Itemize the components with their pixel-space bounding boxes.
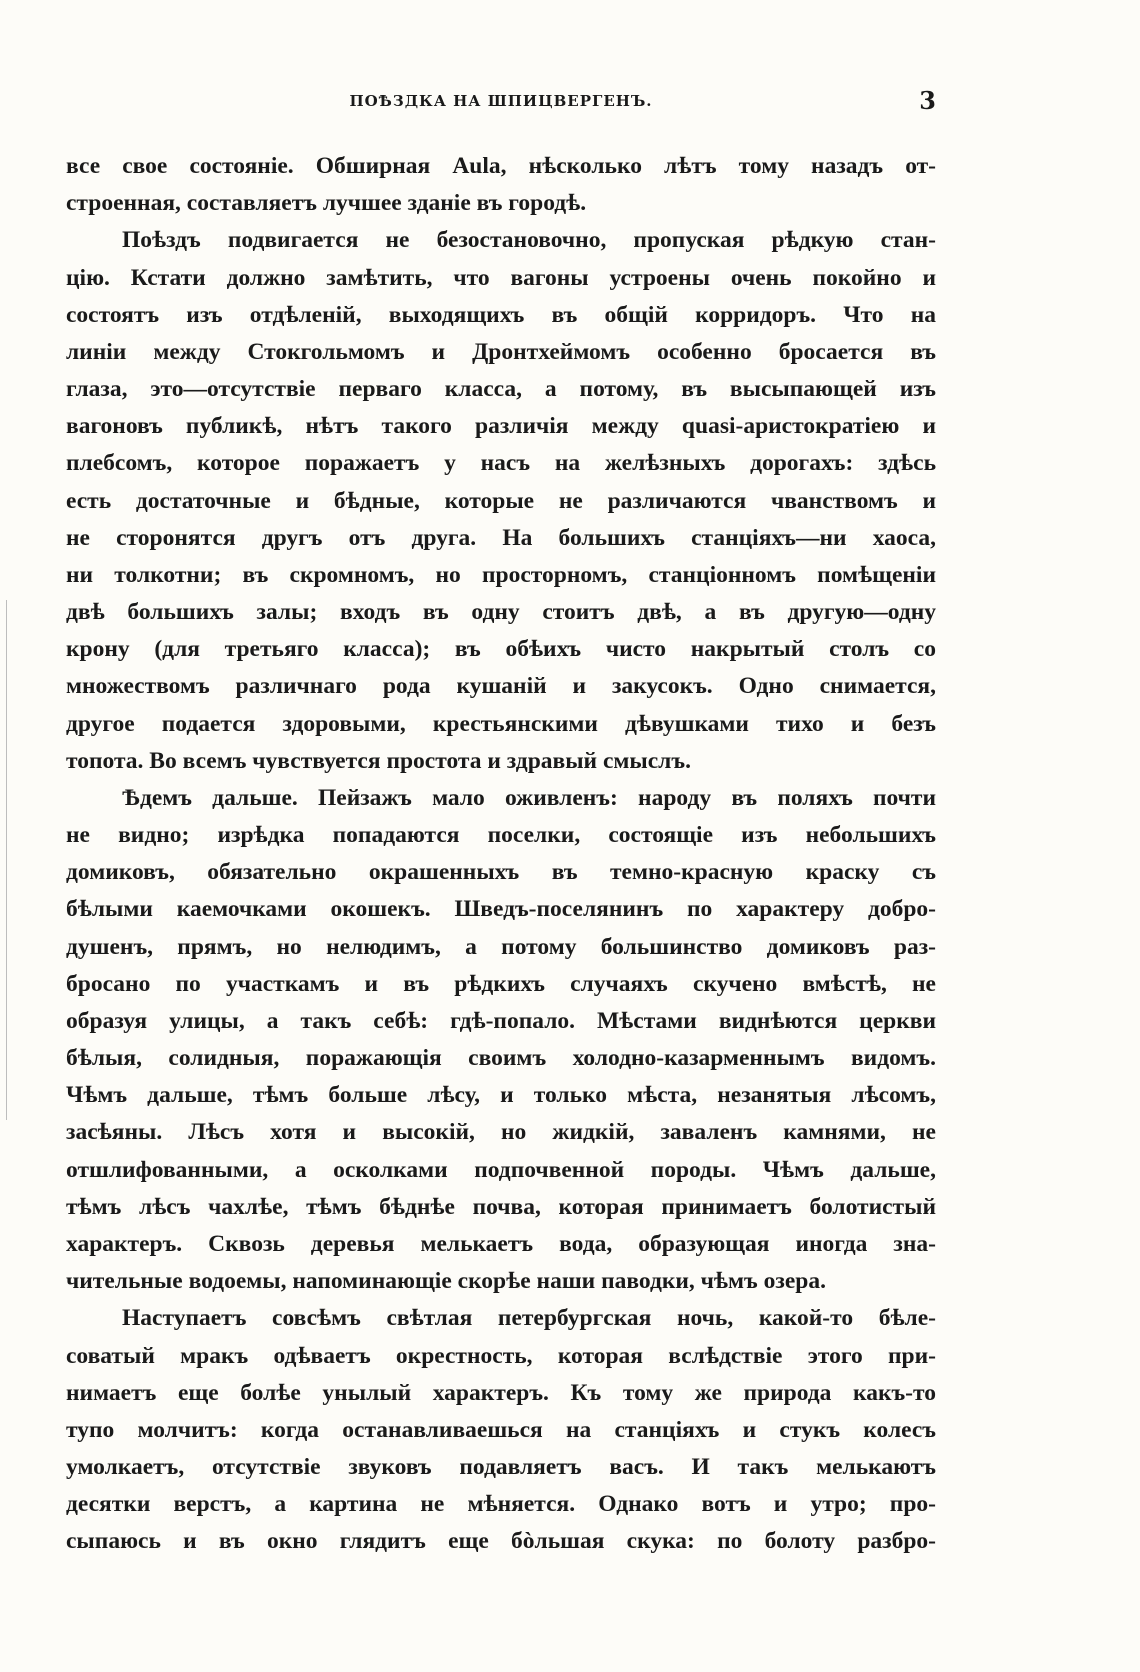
text-line: все свое состояніе. Обширная Aula, нѣсколько лѣтъ тому назадъ от- bbox=[66, 153, 936, 179]
text-line: Поѣздъ подвигается не безостановочно, пропуская рѣдкую стан- bbox=[122, 227, 936, 254]
text-line: Ѣдемъ дальше. Пейзажъ мало оживленъ: народу въ поляхъ почти bbox=[122, 784, 936, 811]
text-line: сыпаюсь и въ окно глядитъ еще бòльшая скука: по болоту разбро- bbox=[66, 1528, 936, 1555]
text-line: топота. Во всемъ чувствуется простота и здравый смыслъ. bbox=[66, 747, 691, 774]
text-line: характеръ. Сквозь деревья мелькаетъ вода, образующая иногда зна- bbox=[66, 1230, 936, 1257]
text-line: бѣлыя, солидныя, поражающія своимъ холодно-казарменнымъ видомъ. bbox=[66, 1045, 936, 1072]
text-line: не видно; изрѣдка попадаются поселки, состоящіе изъ небольшихъ bbox=[66, 822, 936, 849]
running-title: ПОѢЗДКА НА ШПИЦВЕРГЕНЪ. bbox=[349, 92, 653, 110]
page-number: 3 bbox=[919, 86, 936, 115]
text-line: цію. Кстати должно замѣтить, что вагоны устроены очень покойно и bbox=[66, 264, 936, 291]
text-line: чительные водоемы, напоминающіе скорѣе наши паводки, чѣмъ озера. bbox=[66, 1268, 826, 1295]
text-line: крону (для третьяго класса); въ обѣихъ чисто накрытый столъ со bbox=[66, 636, 936, 663]
page-header bbox=[66, 86, 936, 122]
text-line: засѣяны. Лѣсъ хотя и высокій, но жидкій, заваленъ камнями, не bbox=[66, 1119, 936, 1146]
text-line: вагоновъ публикѣ, нѣтъ такого различія между quasi-аристократіею и bbox=[66, 413, 936, 440]
text-line: соватый мракъ одѣваетъ окрестность, которая вслѣдствіе этого при- bbox=[66, 1342, 936, 1369]
text-line: линіи между Стокгольмомъ и Дронтхеймомъ особенно бросается въ bbox=[66, 338, 936, 365]
text-line: состоятъ изъ отдѣленій, выходящихъ въ общій корридоръ. Что на bbox=[66, 301, 936, 328]
text-line: строенная, составляетъ лучшее зданіе въ городѣ. bbox=[66, 190, 587, 217]
text-line: умолкаетъ, отсутствіе звуковъ подавляетъ васъ. И такъ мелькаютъ bbox=[66, 1454, 936, 1481]
text-line: десятки верстъ, а картина не мѣняется. Однако вотъ и утро; про- bbox=[66, 1491, 936, 1518]
text-line: образуя улицы, а такъ себѣ: гдѣ-попало. Мѣстами виднѣются церкви bbox=[66, 1007, 936, 1034]
page-edge-line bbox=[6, 600, 7, 1120]
text-line: тупо молчитъ: когда останавливаешься на станціяхъ и стукъ колесъ bbox=[66, 1416, 936, 1443]
text-line: другое подается здоровыми, крестьянскими дѣвушками тихо и безъ bbox=[66, 710, 936, 737]
text-line: нимаетъ еще болѣе унылый характеръ. Къ тому же природа какъ-то bbox=[66, 1379, 936, 1406]
text-line: бросано по участкамъ и въ рѣдкихъ случаяхъ скучено вмѣстѣ, не bbox=[66, 970, 936, 997]
text-line: множествомъ различнаго рода кушаній и закусокъ. Одно снимается, bbox=[66, 673, 936, 700]
text-line: плебсомъ, которое поражаетъ у насъ на желѣзныхъ дорогахъ: здѣсь bbox=[66, 450, 936, 477]
text-line: глаза, это—отсутствіе перваго класса, а потому, въ высыпающей изъ bbox=[66, 376, 936, 403]
text-line: Чѣмъ дальше, тѣмъ больше лѣсу, и только мѣста, незанятыя лѣсомъ, bbox=[66, 1082, 936, 1109]
text-line: не сторонятся другъ отъ друга. На большихъ станціяхъ—ни хаоса, bbox=[66, 524, 936, 551]
text-line: бѣлыми каемочками окошекъ. Шведъ-поселянинъ по характеру добро- bbox=[66, 896, 936, 923]
text-line: домиковъ, обязательно окрашенныхъ въ темно-красную краску съ bbox=[66, 859, 936, 886]
text-line: тѣмъ лѣсъ чахлѣе, тѣмъ бѣднѣе почва, которая принимаетъ болотистый bbox=[66, 1193, 936, 1220]
text-line: двѣ большихъ залы; входъ въ одну стоитъ двѣ, а въ другую—одну bbox=[66, 599, 936, 626]
text-line: есть достаточные и бѣдные, которые не различаются чванствомъ и bbox=[66, 487, 936, 514]
text-line: отшлифованными, а осколками подпочвенной породы. Чѣмъ дальше, bbox=[66, 1156, 936, 1183]
text-line: душенъ, прямъ, но нелюдимъ, а потому большинство домиковъ раз- bbox=[66, 933, 936, 960]
text-line: Наступаетъ совсѣмъ свѣтлая петербургская ночь, какой-то бѣле- bbox=[122, 1305, 936, 1332]
body-text bbox=[66, 148, 936, 1561]
text-line: ни толкотни; въ скромномъ, но просторномъ, станціонномъ помѣщеніи bbox=[66, 561, 936, 588]
